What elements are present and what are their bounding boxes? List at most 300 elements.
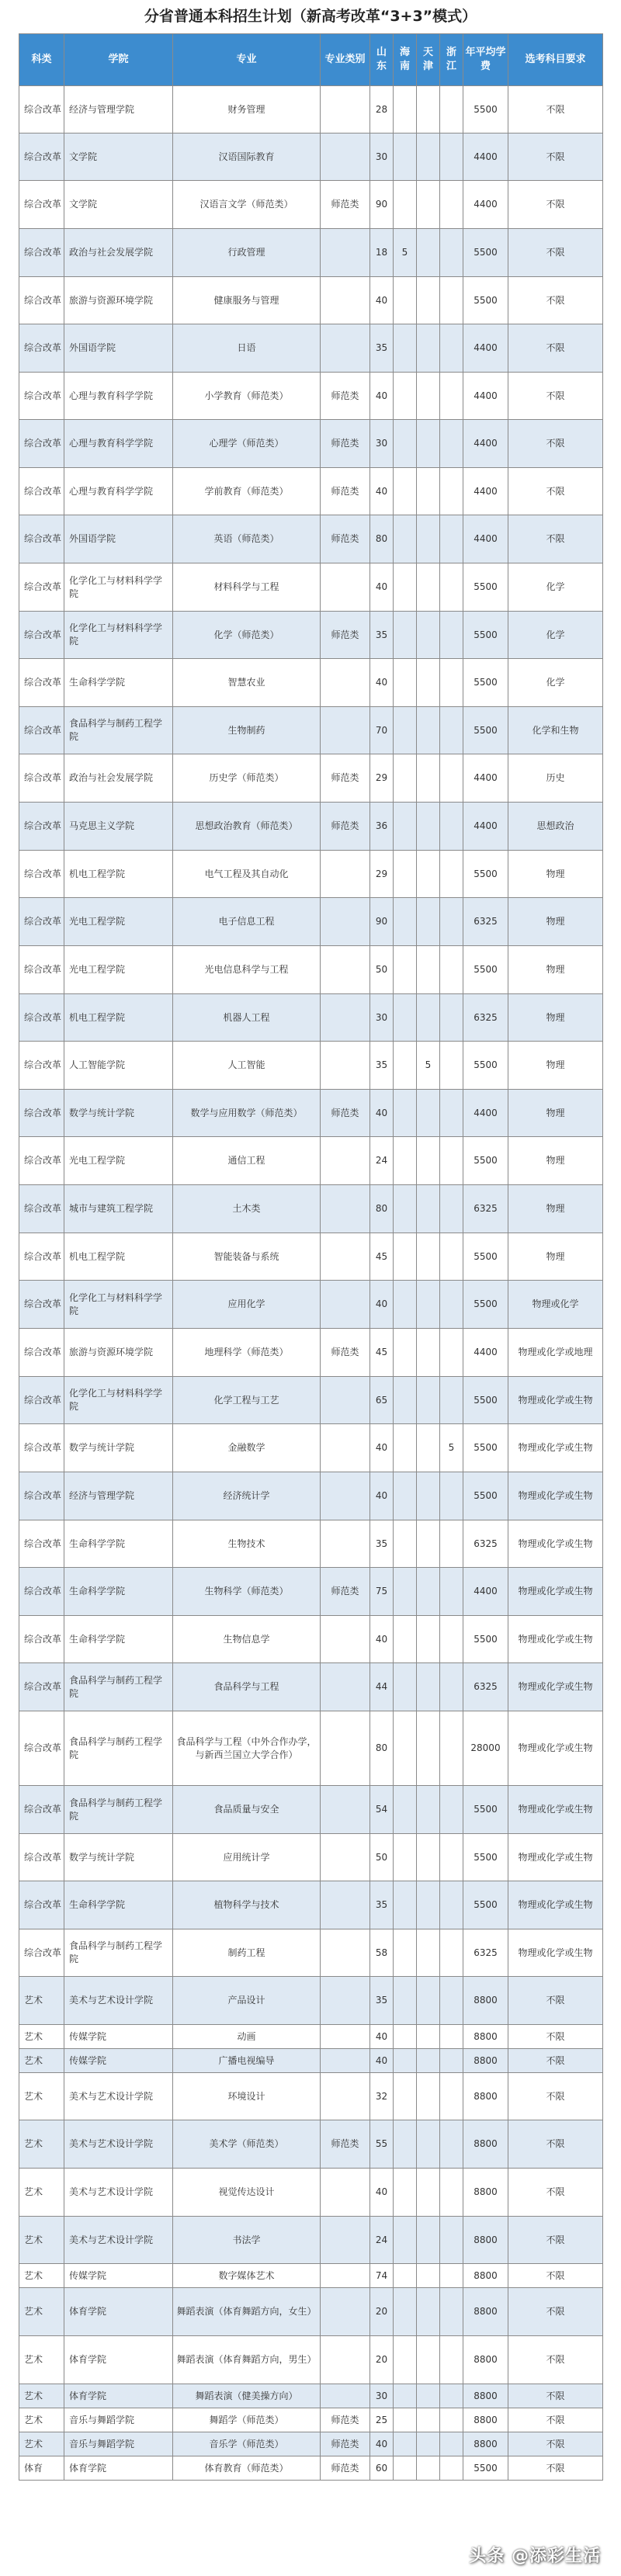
shandong-cell: 44	[370, 1663, 394, 1711]
tianjin-cell	[417, 2169, 440, 2217]
shandong-cell: 40	[370, 277, 394, 324]
major-cell: 思想政治教育（师范类）	[173, 803, 321, 851]
table-row	[19, 181, 603, 229]
zhejiang-cell	[440, 2049, 463, 2073]
category-cell: 综合改革	[19, 1834, 64, 1881]
hainan-cell	[394, 2169, 417, 2217]
major-type-cell	[321, 707, 370, 754]
tianjin-cell	[417, 946, 440, 994]
major-type-cell	[321, 1520, 370, 1568]
college-cell: 旅游与资源环境学院	[64, 277, 173, 324]
shandong-cell: 45	[370, 1329, 394, 1377]
college-cell: 食品科学与制药工程学院	[64, 1663, 173, 1711]
zhejiang-cell	[440, 994, 463, 1042]
tuition-cell: 4400	[463, 133, 508, 181]
tianjin-cell	[417, 994, 440, 1042]
shandong-cell: 55	[370, 2120, 394, 2169]
major-type-cell: 师范类	[321, 2408, 370, 2432]
college-cell: 光电工程学院	[64, 898, 173, 946]
tianjin-cell	[417, 1185, 440, 1233]
college-cell: 体育学院	[64, 2384, 173, 2408]
tuition-cell: 4400	[463, 324, 508, 373]
category-cell: 综合改革	[19, 1042, 64, 1090]
major-type-cell	[321, 277, 370, 324]
major-type-cell: 师范类	[321, 420, 370, 468]
tuition-cell: 6325	[463, 1929, 508, 1977]
tuition-cell: 5500	[463, 851, 508, 898]
college-cell: 生命科学学院	[64, 1568, 173, 1616]
major-cell: 食品科学与工程（中外合作办学，与新西兰国立大学合作）	[173, 1711, 321, 1786]
subject-requirement-cell: 不限	[508, 2384, 603, 2408]
college-cell: 光电工程学院	[64, 946, 173, 994]
category-cell: 综合改革	[19, 133, 64, 181]
tianjin-cell	[417, 1137, 440, 1185]
college-cell: 心理与教育科学学院	[64, 373, 173, 420]
major-type-cell	[321, 659, 370, 707]
college-cell: 美术与艺术设计学院	[64, 2073, 173, 2120]
tuition-cell: 8800	[463, 2288, 508, 2336]
major-cell: 英语（师范类）	[173, 515, 321, 563]
zhejiang-cell	[440, 946, 463, 994]
major-cell: 财务管理	[173, 86, 321, 133]
category-cell: 综合改革	[19, 1281, 64, 1329]
shandong-cell: 30	[370, 994, 394, 1042]
major-type-cell	[321, 1472, 370, 1520]
tuition-cell: 8800	[463, 2120, 508, 2169]
category-cell: 综合改革	[19, 707, 64, 754]
subject-requirement-cell: 不限	[508, 2120, 603, 2169]
table-row	[19, 2432, 603, 2456]
table-row	[19, 707, 603, 754]
table-row	[19, 2169, 603, 2217]
shandong-cell: 24	[370, 1137, 394, 1185]
college-cell: 体育学院	[64, 2288, 173, 2336]
tianjin-cell	[417, 1616, 440, 1663]
tuition-cell: 5500	[463, 1424, 508, 1472]
subject-requirement-cell: 物理	[508, 1233, 603, 1281]
major-type-cell: 师范类	[321, 515, 370, 563]
major-type-cell	[321, 1663, 370, 1711]
zhejiang-cell	[440, 1233, 463, 1281]
tianjin-cell	[417, 277, 440, 324]
header-college: 学院	[64, 34, 173, 86]
tianjin-cell	[417, 1834, 440, 1881]
college-cell: 生命科学学院	[64, 659, 173, 707]
category-cell: 综合改革	[19, 1568, 64, 1616]
zhejiang-cell	[440, 2025, 463, 2049]
major-cell: 制药工程	[173, 1929, 321, 1977]
tianjin-cell	[417, 181, 440, 229]
table-row	[19, 2217, 603, 2264]
hainan-cell	[394, 1329, 417, 1377]
shandong-cell: 40	[370, 563, 394, 612]
hainan-cell	[394, 563, 417, 612]
table-row	[19, 1520, 603, 1568]
category-cell: 综合改革	[19, 1616, 64, 1663]
table-row	[19, 851, 603, 898]
hainan-cell	[394, 1090, 417, 1137]
table-row	[19, 373, 603, 420]
category-cell: 综合改革	[19, 1786, 64, 1834]
category-cell: 综合改革	[19, 468, 64, 515]
college-cell: 音乐与舞蹈学院	[64, 2432, 173, 2456]
zhejiang-cell	[440, 2408, 463, 2432]
header-hainan: 海南	[394, 34, 417, 86]
hainan-cell	[394, 468, 417, 515]
subject-requirement-cell: 思想政治	[508, 803, 603, 851]
table-row	[19, 1281, 603, 1329]
category-cell: 综合改革	[19, 277, 64, 324]
table-row	[19, 1185, 603, 1233]
major-cell: 材料科学与工程	[173, 563, 321, 612]
zhejiang-cell	[440, 2264, 463, 2288]
major-type-cell	[321, 1185, 370, 1233]
category-cell: 艺术	[19, 2336, 64, 2384]
hainan-cell	[394, 2217, 417, 2264]
major-type-cell	[321, 1424, 370, 1472]
table-row	[19, 2073, 603, 2120]
category-cell: 综合改革	[19, 994, 64, 1042]
major-type-cell	[321, 2288, 370, 2336]
enrollment-plan-table	[19, 33, 603, 2481]
subject-requirement-cell: 物理或化学或生物	[508, 1520, 603, 1568]
tuition-cell: 28000	[463, 1711, 508, 1786]
hainan-cell	[394, 612, 417, 659]
category-cell: 艺术	[19, 2408, 64, 2432]
zhejiang-cell	[440, 754, 463, 803]
category-cell: 综合改革	[19, 1090, 64, 1137]
category-cell: 综合改革	[19, 1137, 64, 1185]
major-cell: 舞蹈表演（体育舞蹈方向，女生）	[173, 2288, 321, 2336]
hainan-cell	[394, 1881, 417, 1929]
zhejiang-cell	[440, 2432, 463, 2456]
table-row	[19, 1042, 603, 1090]
category-cell: 综合改革	[19, 1520, 64, 1568]
tuition-cell: 5500	[463, 1472, 508, 1520]
table-row	[19, 2120, 603, 2169]
major-type-cell	[321, 563, 370, 612]
hainan-cell	[394, 1377, 417, 1424]
zhejiang-cell	[440, 1329, 463, 1377]
hainan-cell	[394, 373, 417, 420]
tianjin-cell	[417, 2217, 440, 2264]
major-type-cell: 师范类	[321, 2456, 370, 2481]
category-cell: 综合改革	[19, 754, 64, 803]
category-cell: 综合改革	[19, 1881, 64, 1929]
major-type-cell	[321, 1042, 370, 1090]
table-row	[19, 1711, 603, 1786]
hainan-cell	[394, 1185, 417, 1233]
table-row	[19, 1929, 603, 1977]
zhejiang-cell	[440, 229, 463, 277]
college-cell: 体育学院	[64, 2336, 173, 2384]
table-row	[19, 2456, 603, 2481]
subject-requirement-cell: 物理或化学或生物	[508, 1786, 603, 1834]
college-cell: 经济与管理学院	[64, 86, 173, 133]
tianjin-cell	[417, 612, 440, 659]
tuition-cell: 4400	[463, 803, 508, 851]
major-type-cell	[321, 2384, 370, 2408]
hainan-cell	[394, 2432, 417, 2456]
table-row	[19, 803, 603, 851]
hainan-cell	[394, 946, 417, 994]
subject-requirement-cell: 不限	[508, 468, 603, 515]
major-cell: 广播电视编导	[173, 2049, 321, 2073]
major-type-cell	[321, 851, 370, 898]
college-cell: 音乐与舞蹈学院	[64, 2408, 173, 2432]
major-cell: 生物制药	[173, 707, 321, 754]
category-cell: 综合改革	[19, 324, 64, 373]
tianjin-cell	[417, 1090, 440, 1137]
tuition-cell: 8800	[463, 2049, 508, 2073]
table-row	[19, 1568, 603, 1616]
hainan-cell	[394, 754, 417, 803]
subject-requirement-cell: 物理或化学或生物	[508, 1834, 603, 1881]
table-body	[19, 86, 603, 2481]
subject-requirement-cell: 物理	[508, 1137, 603, 1185]
major-type-cell: 师范类	[321, 373, 370, 420]
zhejiang-cell	[440, 2456, 463, 2481]
subject-requirement-cell: 不限	[508, 2169, 603, 2217]
major-type-cell: 师范类	[321, 803, 370, 851]
category-cell: 综合改革	[19, 420, 64, 468]
major-cell: 植物科学与技术	[173, 1881, 321, 1929]
zhejiang-cell	[440, 1137, 463, 1185]
table-row	[19, 133, 603, 181]
subject-requirement-cell: 不限	[508, 2264, 603, 2288]
subject-requirement-cell: 化学	[508, 563, 603, 612]
tuition-cell: 5500	[463, 2456, 508, 2481]
major-cell: 生物技术	[173, 1520, 321, 1568]
subject-requirement-cell: 物理或化学或生物	[508, 1881, 603, 1929]
hainan-cell	[394, 2336, 417, 2384]
tuition-cell: 5500	[463, 1281, 508, 1329]
subject-requirement-cell: 物理	[508, 1185, 603, 1233]
college-cell: 机电工程学院	[64, 851, 173, 898]
shandong-cell: 32	[370, 2073, 394, 2120]
hainan-cell	[394, 1520, 417, 1568]
hainan-cell	[394, 1616, 417, 1663]
tuition-cell: 6325	[463, 898, 508, 946]
subject-requirement-cell: 不限	[508, 181, 603, 229]
college-cell: 马克思主义学院	[64, 803, 173, 851]
major-type-cell: 师范类	[321, 1090, 370, 1137]
major-cell: 学前教育（师范类）	[173, 468, 321, 515]
header-subject-requirement: 选考科目要求	[508, 34, 603, 86]
hainan-cell	[394, 1977, 417, 2025]
subject-requirement-cell: 物理	[508, 946, 603, 994]
category-cell: 综合改革	[19, 1329, 64, 1377]
zhejiang-cell	[440, 2120, 463, 2169]
major-cell: 地理科学（师范类）	[173, 1329, 321, 1377]
subject-requirement-cell: 不限	[508, 2456, 603, 2481]
hainan-cell	[394, 1834, 417, 1881]
shandong-cell: 40	[370, 468, 394, 515]
college-cell: 体育学院	[64, 2456, 173, 2481]
tianjin-cell	[417, 2408, 440, 2432]
hainan-cell	[394, 2073, 417, 2120]
tianjin-cell	[417, 2120, 440, 2169]
header-shandong: 山东	[370, 34, 394, 86]
college-cell: 经济与管理学院	[64, 1472, 173, 1520]
tuition-cell: 4400	[463, 754, 508, 803]
major-type-cell: 师范类	[321, 754, 370, 803]
college-cell: 食品科学与制药工程学院	[64, 1711, 173, 1786]
zhejiang-cell	[440, 1042, 463, 1090]
category-cell: 艺术	[19, 2025, 64, 2049]
shandong-cell: 35	[370, 324, 394, 373]
table-row	[19, 1233, 603, 1281]
shandong-cell: 28	[370, 86, 394, 133]
table-row	[19, 2408, 603, 2432]
subject-requirement-cell: 不限	[508, 373, 603, 420]
hainan-cell	[394, 851, 417, 898]
category-cell: 艺术	[19, 2384, 64, 2408]
zhejiang-cell	[440, 803, 463, 851]
shandong-cell: 40	[370, 1090, 394, 1137]
major-type-cell	[321, 1929, 370, 1977]
major-cell: 舞蹈学（师范类）	[173, 2408, 321, 2432]
tuition-cell: 8800	[463, 2073, 508, 2120]
major-cell: 人工智能	[173, 1042, 321, 1090]
zhejiang-cell	[440, 1663, 463, 1711]
subject-requirement-cell: 物理	[508, 1042, 603, 1090]
header-tuition: 年平均学费	[463, 34, 508, 86]
table-row	[19, 2025, 603, 2049]
major-cell: 舞蹈表演（体育舞蹈方向，男生）	[173, 2336, 321, 2384]
major-cell: 数字媒体艺术	[173, 2264, 321, 2288]
tuition-cell: 5500	[463, 1042, 508, 1090]
subject-requirement-cell: 不限	[508, 1977, 603, 2025]
major-cell: 机器人工程	[173, 994, 321, 1042]
shandong-cell: 35	[370, 612, 394, 659]
college-cell: 人工智能学院	[64, 1042, 173, 1090]
tianjin-cell	[417, 2432, 440, 2456]
subject-requirement-cell: 不限	[508, 2217, 603, 2264]
major-cell: 食品科学与工程	[173, 1663, 321, 1711]
table-row	[19, 1616, 603, 1663]
category-cell: 综合改革	[19, 1929, 64, 1977]
shandong-cell: 70	[370, 707, 394, 754]
college-cell: 化学化工与材料科学学院	[64, 1281, 173, 1329]
tuition-cell: 4400	[463, 468, 508, 515]
table-row	[19, 754, 603, 803]
college-cell: 化学化工与材料科学学院	[64, 612, 173, 659]
hainan-cell	[394, 86, 417, 133]
table-row	[19, 994, 603, 1042]
tianjin-cell	[417, 2384, 440, 2408]
tuition-cell: 5500	[463, 1786, 508, 1834]
shandong-cell: 50	[370, 946, 394, 994]
table-row	[19, 1137, 603, 1185]
zhejiang-cell	[440, 1977, 463, 2025]
college-cell: 政治与社会发展学院	[64, 754, 173, 803]
category-cell: 综合改革	[19, 1185, 64, 1233]
subject-requirement-cell: 物理或化学或生物	[508, 1377, 603, 1424]
shandong-cell: 35	[370, 1977, 394, 2025]
tuition-cell: 5500	[463, 86, 508, 133]
shandong-cell: 30	[370, 133, 394, 181]
subject-requirement-cell: 不限	[508, 229, 603, 277]
shandong-cell: 40	[370, 1281, 394, 1329]
hainan-cell	[394, 277, 417, 324]
major-type-cell	[321, 2264, 370, 2288]
hainan-cell	[394, 1663, 417, 1711]
subject-requirement-cell: 不限	[508, 324, 603, 373]
college-cell: 数学与统计学院	[64, 1834, 173, 1881]
category-cell: 综合改革	[19, 1472, 64, 1520]
table-row	[19, 946, 603, 994]
zhejiang-cell	[440, 277, 463, 324]
shandong-cell: 50	[370, 1834, 394, 1881]
table-row	[19, 277, 603, 324]
college-cell: 生命科学学院	[64, 1616, 173, 1663]
college-cell: 数学与统计学院	[64, 1424, 173, 1472]
hainan-cell: 5	[394, 229, 417, 277]
college-cell: 美术与艺术设计学院	[64, 2217, 173, 2264]
zhejiang-cell	[440, 1281, 463, 1329]
category-cell: 艺术	[19, 2049, 64, 2073]
hainan-cell	[394, 515, 417, 563]
tianjin-cell	[417, 1786, 440, 1834]
shandong-cell: 90	[370, 181, 394, 229]
tianjin-cell	[417, 1929, 440, 1977]
shandong-cell: 35	[370, 1042, 394, 1090]
subject-requirement-cell: 不限	[508, 2049, 603, 2073]
table-row	[19, 563, 603, 612]
shandong-cell: 45	[370, 1233, 394, 1281]
major-cell: 化学工程与工艺	[173, 1377, 321, 1424]
subject-requirement-cell: 物理或化学或生物	[508, 1472, 603, 1520]
tianjin-cell	[417, 898, 440, 946]
subject-requirement-cell: 化学和生物	[508, 707, 603, 754]
hainan-cell	[394, 324, 417, 373]
college-cell: 机电工程学院	[64, 1233, 173, 1281]
tuition-cell: 5500	[463, 1233, 508, 1281]
tianjin-cell	[417, 324, 440, 373]
table-row	[19, 1090, 603, 1137]
subject-requirement-cell: 不限	[508, 2288, 603, 2336]
shandong-cell: 80	[370, 1185, 394, 1233]
table-row	[19, 898, 603, 946]
major-type-cell	[321, 2169, 370, 2217]
tianjin-cell	[417, 1281, 440, 1329]
major-cell: 健康服务与管理	[173, 277, 321, 324]
tuition-cell: 4400	[463, 515, 508, 563]
college-cell: 心理与教育科学学院	[64, 468, 173, 515]
table-row	[19, 2336, 603, 2384]
subject-requirement-cell: 历史	[508, 754, 603, 803]
category-cell: 艺术	[19, 2073, 64, 2120]
table-row	[19, 515, 603, 563]
hainan-cell	[394, 2025, 417, 2049]
subject-requirement-cell: 物理	[508, 1090, 603, 1137]
table-row	[19, 1786, 603, 1834]
zhejiang-cell	[440, 2384, 463, 2408]
shandong-cell: 35	[370, 1881, 394, 1929]
hainan-cell	[394, 1281, 417, 1329]
tianjin-cell	[417, 1711, 440, 1786]
major-type-cell: 师范类	[321, 1329, 370, 1377]
major-cell: 产品设计	[173, 1977, 321, 2025]
college-cell: 数学与统计学院	[64, 1090, 173, 1137]
tianjin-cell	[417, 754, 440, 803]
zhejiang-cell	[440, 2073, 463, 2120]
zhejiang-cell	[440, 133, 463, 181]
tianjin-cell	[417, 1568, 440, 1616]
college-cell: 生命科学学院	[64, 1520, 173, 1568]
hainan-cell	[394, 420, 417, 468]
